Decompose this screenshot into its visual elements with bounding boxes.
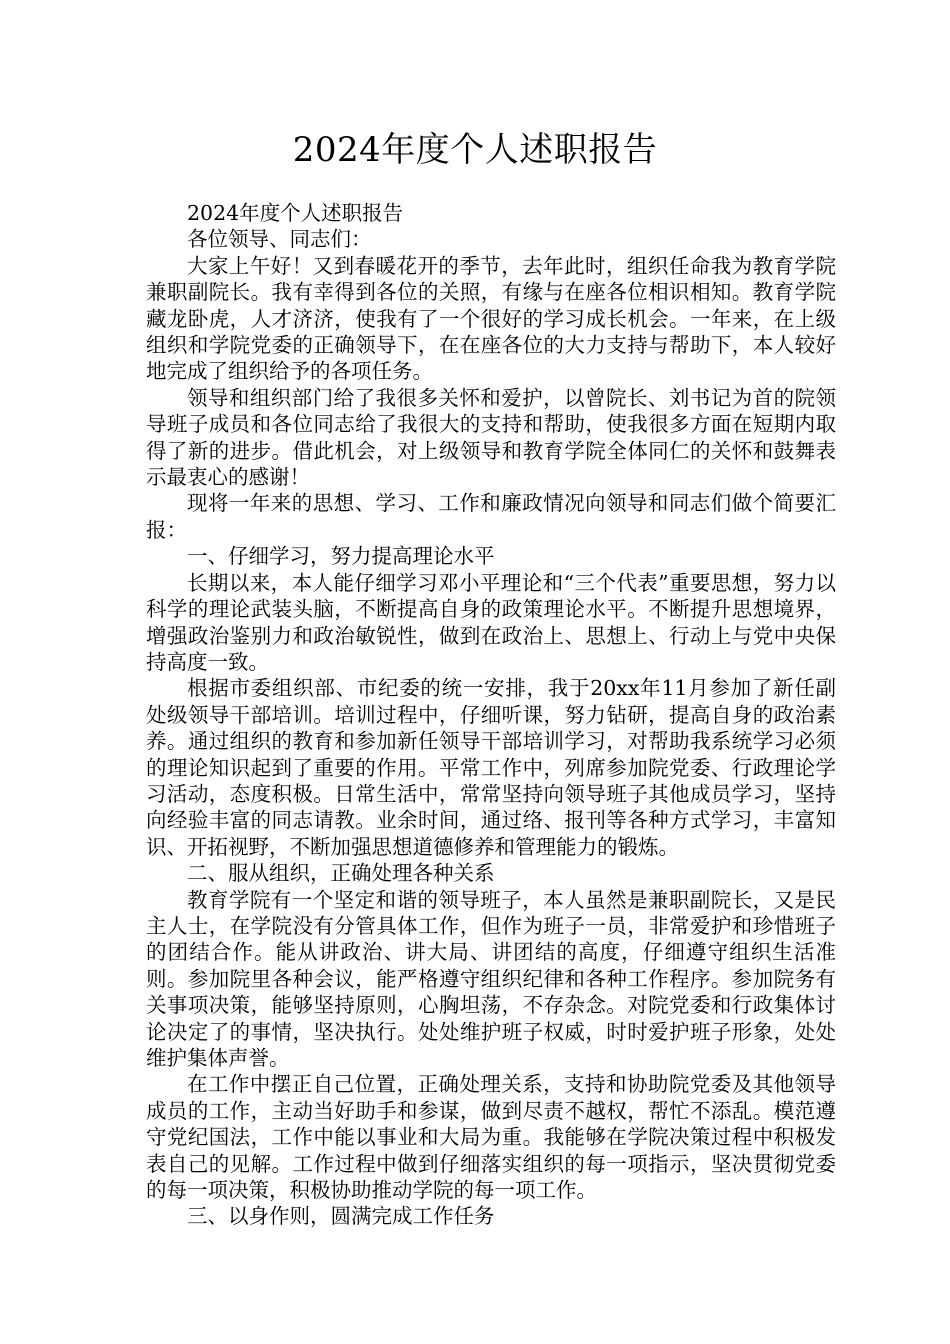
- paragraph: 教育学院有一个坚定和谐的领导班子，本人虽然是兼职副院长，又是民主人士，在学院没有分管具体工作，但作为班子一员，非常爱护和珍惜班子的团结合作。能从讲政治、讲大局、讲团结的高度，仔细遵守组织生活准则。参加院里各种会议，能严格遵守组织纪律和各种工作程序。参加院务有关事项决策，能够坚持原则，心胸坦荡，不存杂念。对院党委和行政集体讨论决定了的事情，坚决执行。处处维护班子权威，时时爱护班子形象，处处维护集体声誉。: [146, 887, 836, 1070]
- document-title: 2024年度个人述职报告: [292, 130, 658, 170]
- paragraph: 领导和组织部门给了我很多关怀和爱护，以曾院长、刘书记为首的院领导班子成员和各位同志给了我很大的支持和帮助，使我很多方面在短期内取得了新的进步。借此机会，对上级领导和教育学院全体同仁的关怀和鼓舞表示最衷心的感谢！: [146, 385, 836, 490]
- paragraph: 在工作中摆正自己位置，正确处理关系，支持和协助院党委及其他领导成员的工作，主动当好助手和参谋，做到尽责不越权，帮忙不添乱。模范遵守党纪国法，工作中能以事业和大局为重。我能够在学院决策过程中积极发表自己的见解。工作过程中做到仔细落实组织的每一项指示，坚决贯彻党委的每一项决策，积极协助推动学院的每一项工作。: [146, 1072, 836, 1203]
- paragraph: 现将一年来的思想、学习、工作和廉政情况向领导和同志们做个简要汇报：: [146, 491, 836, 542]
- section-heading-2: 二、服从组织，正确处理各种关系: [187, 861, 495, 886]
- paragraph: 大家上午好！又到春暖花开的季节，去年此时，组织任命我为教育学院兼职副院长。我有幸得到各位的关照，有缘与在座各位相识相知。教育学院藏龙卧虎，人才济济，使我有了一个很好的学习成长机会。一年来，在上级组织和学院党委的正确领导下，在在座各位的大力支持与帮助下，本人较好地完成了组织给予的各项任务。: [146, 253, 836, 384]
- paragraph: 根据市委组织部、市纪委的统一安排，我于20xx年11月参加了新任副处级领导干部培训。培训过程中，仔细听课，努力钻研，提高自身的政治素养。通过组织的教育和参加新任领导干部培训学习，对帮助我系统学习必须的理论知识起到了重要的作用。平常工作中，列席参加院党委、行政理论学习活动，态度积极。日常生活中，常常坚持向领导班子其他成员学习，坚持向经验丰富的同志请教。业余时间，通过络、报刊等各种方式学习，丰富知识、开拓视野，不断加强思想道德修养和管理能力的锻炼。: [146, 676, 836, 859]
- section-heading-1: 一、仔细学习，努力提高理论水平: [187, 544, 495, 569]
- subtitle-line: 2024年度个人述职报告: [187, 201, 404, 225]
- section-heading-3: 三、以身作则，圆满完成工作任务: [187, 1204, 495, 1229]
- document-body: [146, 200, 836, 1230]
- paragraph: 长期以来，本人能仔细学习邓小平理论和“三个代表”重要思想，努力以科学的理论武装头脑，不断提高自身的政策理论水平。不断提升思想境界，增强政治鉴别力和政治敏锐性，做到在政治上、思想上、行动上与党中央保持高度一致。: [146, 570, 836, 674]
- salutation: 各位领导、同志们：: [187, 227, 372, 252]
